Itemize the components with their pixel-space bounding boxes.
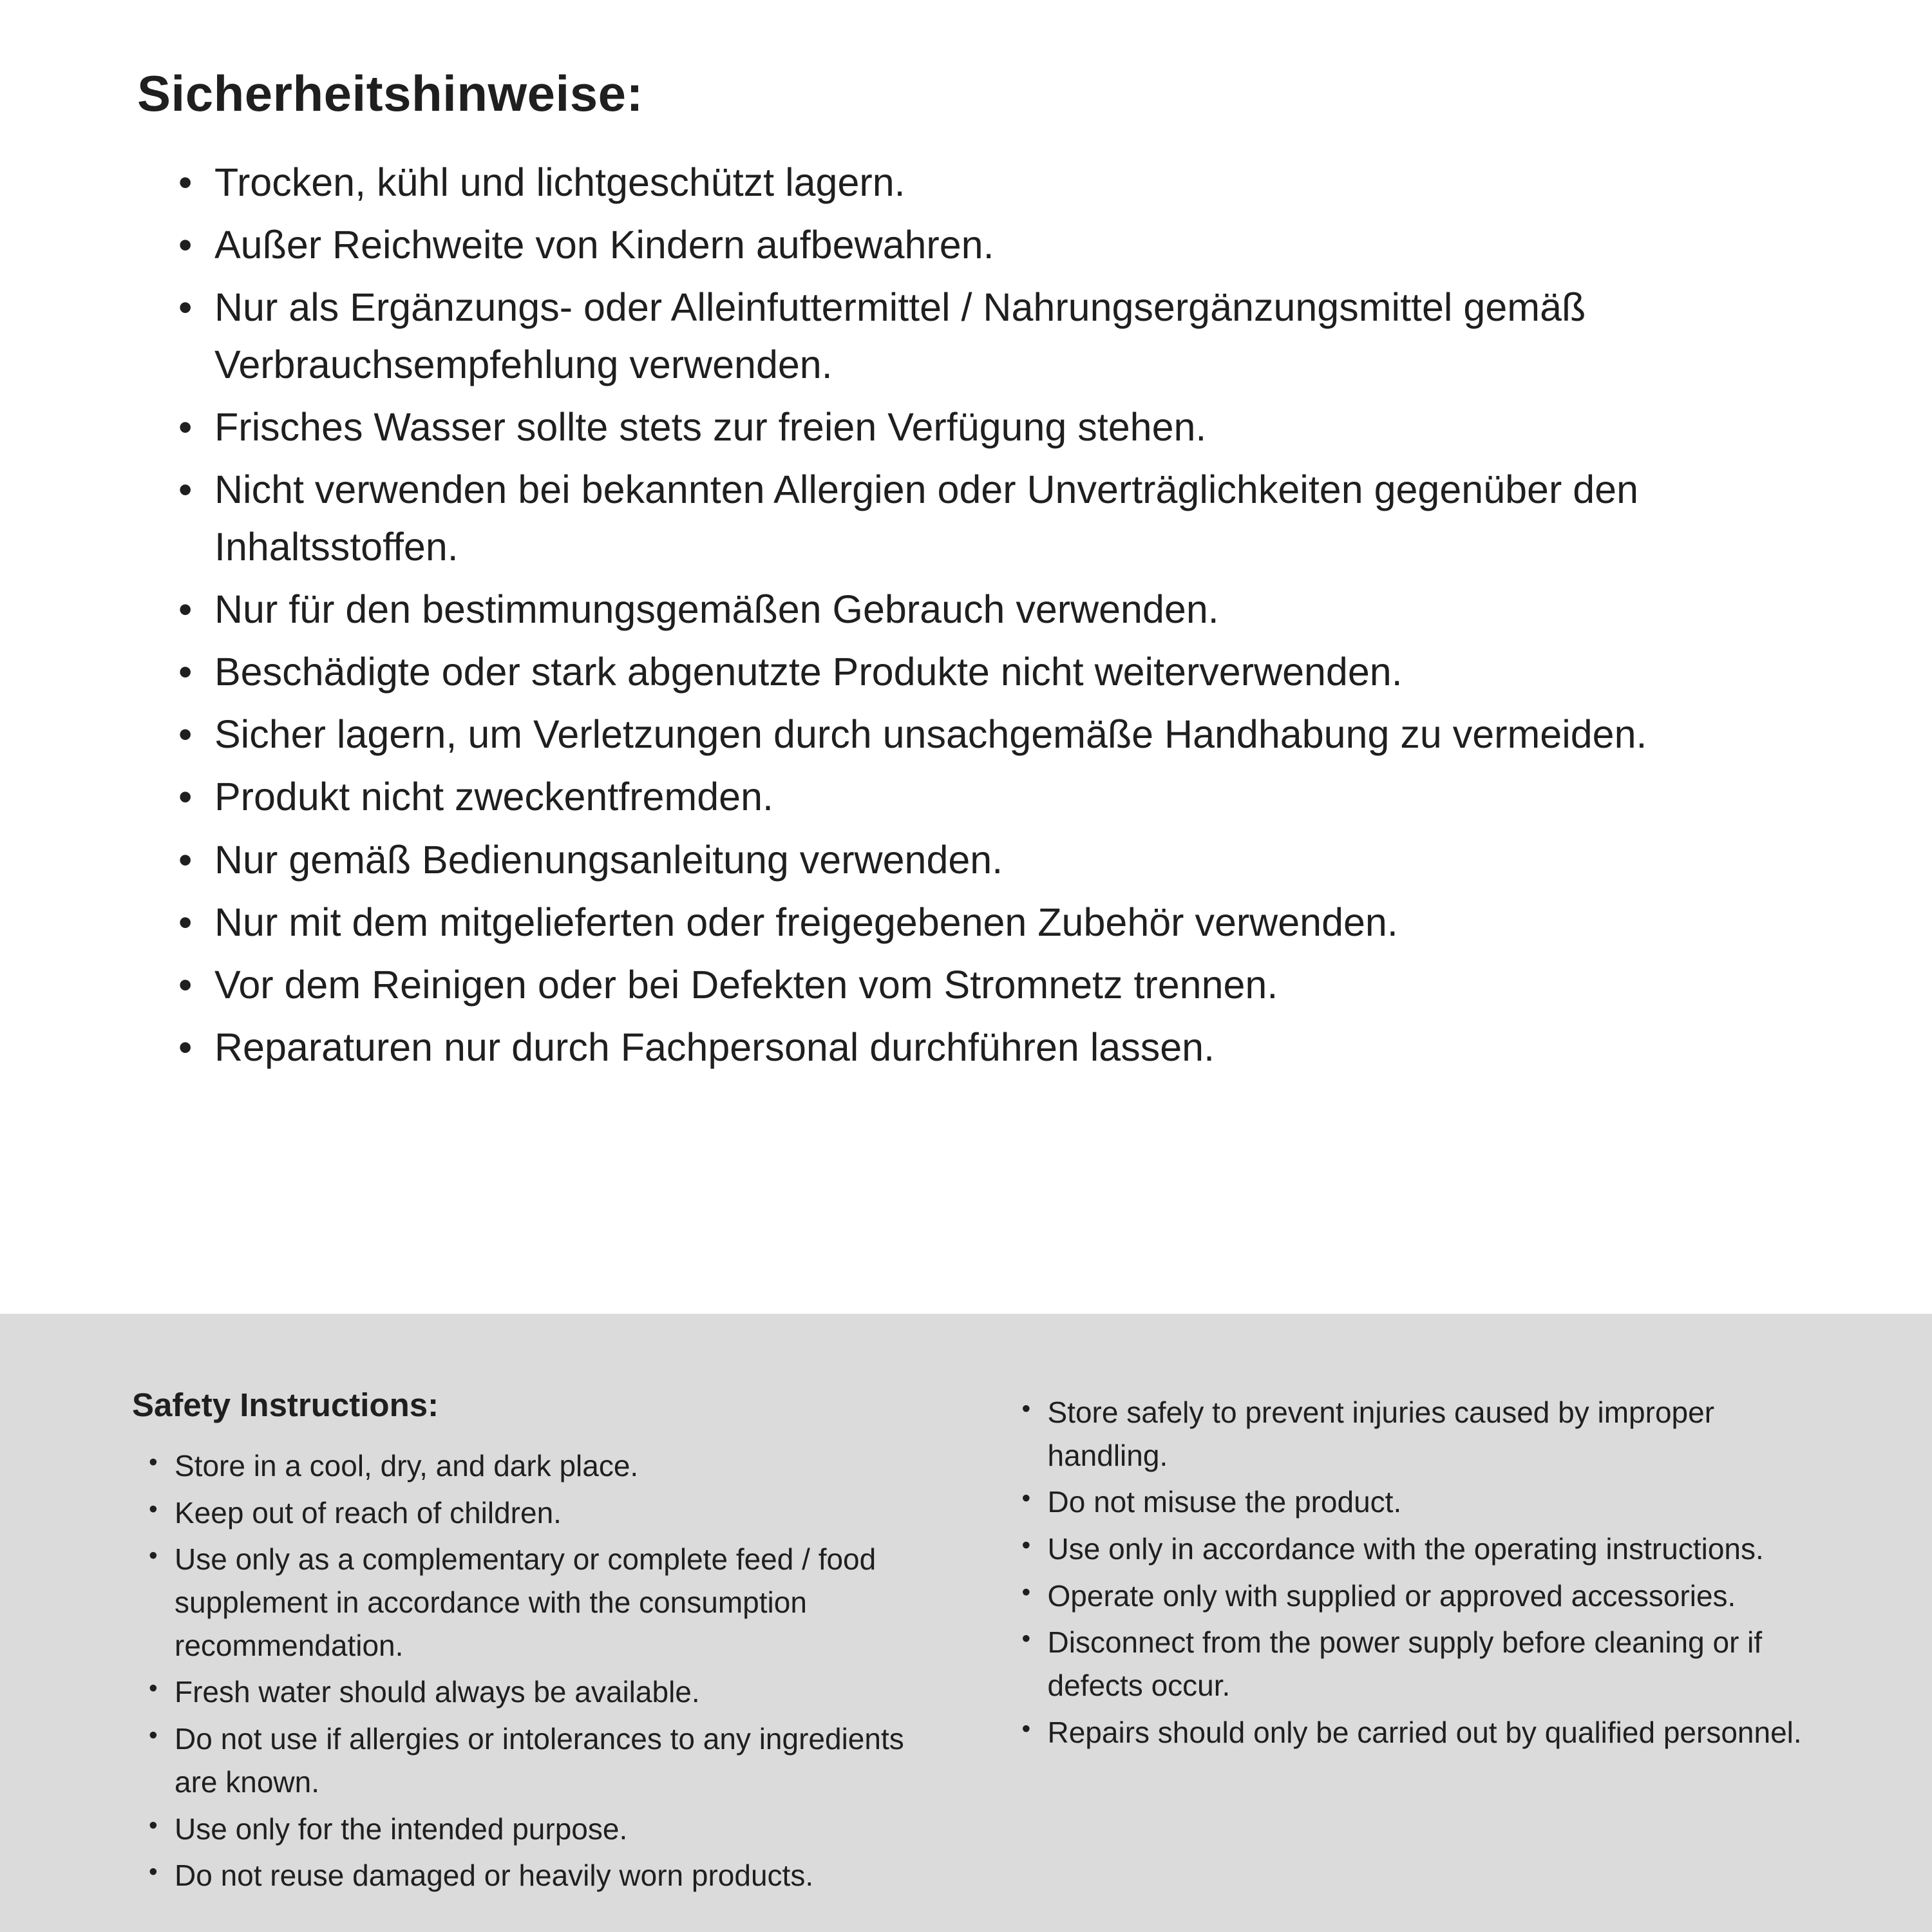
english-safety-item: • Do not reuse damaged or heavily worn products. xyxy=(146,1854,949,1897)
german-safety-item: • Reparaturen nur durch Fachpersonal durchführen lassen. xyxy=(175,1019,1804,1076)
german-safety-item: • Vor dem Reinigen oder bei Defekten vom Stromnetz trennen. xyxy=(175,956,1804,1014)
german-safety-item: • Sicher lagern, um Verletzungen durch unsachgemäße Handhabung zu vermeiden. xyxy=(175,706,1804,763)
english-right-column xyxy=(1019,1386,1836,1932)
english-safety-item: • Operate only with supplied or approved accessories. xyxy=(1019,1575,1836,1618)
english-safety-item: • Keep out of reach of children. xyxy=(146,1492,949,1535)
english-safety-item: • Use only in accordance with the operating instructions. xyxy=(1019,1528,1836,1571)
english-safety-item: • Use only for the intended purpose. xyxy=(146,1808,949,1851)
english-safety-item: • Use only as a complementary or complete feed / food supplement in accordance with the consumption recommendation. xyxy=(146,1538,949,1667)
english-safety-item: • Disconnect from the power supply before cleaning or if defects occur. xyxy=(1019,1621,1836,1707)
german-safety-item: • Außer Reichweite von Kindern aufbewahren. xyxy=(175,216,1804,274)
english-safety-section xyxy=(0,1314,1932,1932)
english-safety-item: • Do not misuse the product. xyxy=(1019,1481,1836,1524)
english-safety-list-right xyxy=(1019,1391,1836,1754)
german-safety-item: • Nur für den bestimmungsgemäßen Gebrauch verwenden. xyxy=(175,581,1804,638)
german-safety-item: • Nur gemäß Bedienungsanleitung verwenden. xyxy=(175,831,1804,889)
english-safety-item: • Repairs should only be carried out by qualified personnel. xyxy=(1019,1711,1836,1754)
german-safety-item: • Trocken, kühl und lichtgeschützt lagern. xyxy=(175,154,1804,211)
english-section-title: Safety Instructions: xyxy=(132,1387,439,1423)
german-safety-item: • Frisches Wasser sollte stets zur freien Verfügung stehen. xyxy=(175,399,1804,456)
german-safety-item: • Nur mit dem mitgelieferten oder freigegebenen Zubehör verwenden. xyxy=(175,894,1804,951)
english-safety-list-left xyxy=(146,1444,949,1897)
english-left-column xyxy=(132,1386,949,1932)
english-safety-item: • Store safely to prevent injuries caused by improper handling. xyxy=(1019,1391,1836,1477)
german-safety-item: • Nur als Ergänzungs- oder Alleinfuttermittel / Nahrungsergänzungsmittel gemäß Verbrauchsempfehlung verwenden. xyxy=(175,279,1804,393)
english-safety-item: • Fresh water should always be available. xyxy=(146,1671,949,1714)
german-safety-item: • Beschädigte oder stark abgenutzte Produkte nicht weiterverwenden. xyxy=(175,643,1804,701)
german-safety-item: • Nicht verwenden bei bekannten Allergien oder Unverträglichkeiten gegenüber den Inhaltsstoffen. xyxy=(175,461,1804,576)
german-safety-item: • Produkt nicht zweckentfremden. xyxy=(175,768,1804,826)
german-section-title: Sicherheitshinweise: xyxy=(137,65,643,122)
english-safety-item: • Do not use if allergies or intolerances to any ingredients are known. xyxy=(146,1718,949,1803)
english-safety-item: • Store in a cool, dry, and dark place. xyxy=(146,1444,949,1488)
german-safety-list xyxy=(175,154,1804,1076)
